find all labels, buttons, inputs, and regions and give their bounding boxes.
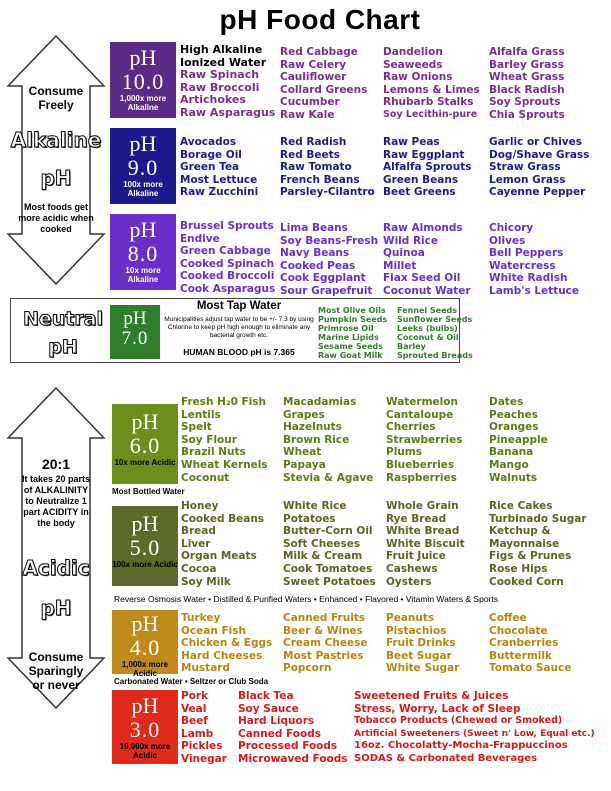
ph3-box (112, 690, 178, 764)
list-item: Rye Bread (386, 512, 447, 525)
carbonated-water-note: Carbonated Water • Seltzer or Club Soda (114, 677, 269, 686)
list-item: French Beans (280, 173, 360, 186)
list-item: Pistachios (386, 624, 447, 637)
list-item: Watercress (489, 259, 556, 272)
list-item: Sprouted Breads (397, 351, 473, 360)
list-item: Sour Grapefruit (280, 284, 373, 297)
list-item: Blueberries (386, 458, 455, 471)
list-item: Pumpkin Seeds (318, 315, 388, 324)
ph4-col1 (181, 612, 272, 675)
ph10-box (110, 42, 176, 118)
list-item: Buttermilk (489, 649, 552, 662)
list-item: Raw Almonds (383, 222, 463, 234)
alkaline-word: Alkaline (10, 128, 102, 152)
list-item: Cherries (386, 421, 436, 434)
list-item: Rice Cakes (489, 500, 553, 512)
list-item: Wheat Grass (489, 71, 565, 84)
list-item: Processed Foods (238, 740, 338, 753)
list-item: Quinoa (383, 247, 425, 260)
list-item: Vinegar (181, 752, 227, 765)
list-item: Beet Greens (383, 186, 456, 199)
list-item: Sunflower Seeds (397, 315, 473, 324)
consume-freely-label: Consume Freely (28, 84, 84, 112)
ratio-label: 20:1 (41, 456, 71, 472)
ph5-col4 (489, 500, 587, 588)
ph3-col2 (238, 690, 348, 766)
list-item: White Radish (489, 272, 568, 285)
list-item: Lamb (181, 727, 214, 740)
list-item: Barley Grass (489, 58, 564, 71)
list-item: Red Cabbage (280, 46, 358, 58)
ph7-box (110, 305, 160, 359)
list-item: Black Radish (489, 83, 565, 96)
ph9-box (110, 128, 176, 204)
list-item: Green Cabbage (180, 245, 271, 258)
ph4-col4 (489, 612, 571, 675)
list-item: Papaya (283, 458, 326, 471)
list-item: Milk & Cream (283, 550, 363, 563)
list-item: Chicory (489, 222, 534, 234)
ph8-col2 (280, 222, 378, 298)
ph6-box (112, 404, 178, 484)
list-item: Sweet Potatoes (283, 575, 376, 588)
ph9-ph: pH (129, 131, 157, 156)
ph9-col2 (280, 136, 375, 199)
list-item: Most Olive Oils (318, 306, 386, 315)
acidic-ph-word: pH (40, 596, 72, 620)
list-item: Most Lettuce (180, 173, 258, 186)
list-item: Raw Onions (383, 71, 453, 84)
ph6-col1 (181, 396, 268, 484)
list-item: Beer & Wines (283, 624, 363, 637)
list-item: Bread (181, 525, 216, 538)
list-item: Brussel Sprouts (180, 220, 274, 232)
list-item: Endive (180, 232, 220, 245)
ph5-box (112, 506, 178, 586)
list-item: Beef (181, 715, 208, 728)
list-item: Coffee (489, 612, 527, 624)
list-item: Canned Fruits (283, 612, 366, 624)
list-item: Oranges (489, 421, 539, 434)
list-item: Sesame Seeds (318, 342, 383, 351)
up-arrow-icon (6, 34, 106, 286)
ph10-sub: 1,000x more Alkaline (119, 94, 167, 112)
ph9-col3 (383, 136, 472, 199)
list-item: Seaweeds (383, 58, 443, 71)
list-item: Sweetened Fruits & Juices (354, 690, 509, 702)
list-item: Raw Spinach (180, 68, 260, 82)
list-item: Hard Liquors (238, 715, 315, 728)
ph6-col2 (283, 396, 373, 484)
list-item: Turkey (181, 612, 221, 624)
list-item: Lemons & Limes (383, 83, 480, 96)
list-item: Rhubarb Stalks (383, 96, 474, 109)
ph5-ph: pH (131, 511, 159, 536)
list-item: Green Tea (180, 161, 240, 174)
ph10-ph: pH (129, 45, 157, 70)
list-item: Artificial Sweeteners (Sweet n' Low, Equal etc.) (354, 728, 595, 739)
list-item: Fennel Seeds (397, 306, 458, 315)
list-item: White Biscuit (386, 537, 465, 550)
list-item: Honey (181, 500, 219, 512)
ph5-col1 (181, 500, 264, 588)
list-item: Straw Grass (489, 161, 561, 174)
list-item: Cashews (386, 562, 438, 575)
page-title: pH Food Chart (219, 4, 421, 35)
ph10-col4 (489, 46, 565, 122)
list-item: Mayonnaise (489, 537, 560, 550)
ph6-col4 (489, 396, 548, 484)
list-item: Liver (181, 537, 211, 550)
list-item: Cantaloupe (386, 408, 454, 421)
list-item: Raw Tomato (280, 161, 352, 174)
list-item: Cooked Broccoli (180, 270, 275, 283)
list-item: Cook Eggplant (280, 272, 366, 285)
ph8-col3 (383, 222, 471, 298)
list-item: Millet (383, 259, 417, 272)
list-item: Ketchup & (489, 525, 551, 538)
list-item: Coconut Water (383, 284, 471, 297)
list-item: Raw Eggplant (383, 148, 465, 161)
list-item: Stress, Worry, Lack of Sleep (354, 702, 521, 715)
tap-water-desc: Municipalities adjust tap water to be +/- 7.3 by using Chlorine to keep pH high enough to eliminate any bacterial growth etc. (164, 316, 314, 339)
list-item: Artichokes (180, 93, 246, 107)
list-item: Veal (181, 702, 207, 715)
ph3-ph: pH (131, 693, 159, 718)
list-item: Rose Hips (489, 562, 548, 575)
list-item: Macadamias (283, 396, 357, 408)
list-item: Fresh H₂0 Fish (181, 396, 267, 408)
list-item: Raw Peas (383, 136, 440, 148)
list-item: Stevia & Agave (283, 471, 374, 484)
ph4-ph: pH (131, 611, 159, 636)
list-item: Chocolate (489, 624, 548, 637)
list-item: White Sugar (386, 662, 460, 675)
list-item: Wheat Kernels (181, 458, 268, 471)
list-item: Pineapple (489, 433, 548, 446)
list-item: Potatoes (283, 512, 336, 525)
consume-sparingly-label: Consume Sparingly or never (28, 650, 84, 692)
list-item: Hard Cheeses (181, 649, 263, 662)
list-item: Dates (489, 396, 524, 408)
neutral-ph-word: pH (48, 336, 78, 358)
ph10-col2 (280, 46, 367, 122)
ph6-sub: 10x more Acidic (114, 458, 176, 467)
blood-ph-note: HUMAN BLOOD pH is 7.365 (183, 347, 295, 357)
list-item: Soy Sprouts (489, 96, 561, 109)
list-item: Fruit Drinks (386, 637, 456, 650)
list-item: Grapes (283, 408, 325, 421)
list-item: Watermelon (386, 396, 458, 408)
list-item: Wild Rice (383, 234, 438, 247)
list-item: Raw Celery (280, 58, 347, 71)
list-item: Organ Meats (181, 550, 257, 563)
list-item: Cooked Corn (489, 575, 564, 588)
list-item: Black Tea (238, 690, 294, 702)
list-item: Bell Peppers (489, 247, 564, 260)
ph6-col3 (386, 396, 463, 484)
list-item: Soy Beans-Fresh (280, 234, 379, 247)
list-item: Coconut (181, 471, 230, 484)
list-item: Pork (181, 690, 209, 702)
list-item: Ionized Water (180, 55, 267, 69)
bottled-water-note: Most Bottled Water (112, 487, 185, 496)
list-item: High Alkaline (180, 43, 263, 56)
list-item: Chicken & Eggs (181, 637, 273, 650)
list-item: Parsley-Cilantro (280, 186, 375, 199)
list-item: Soy Lecithin-pure (383, 108, 478, 120)
ph8-number: 8.0 (127, 241, 159, 266)
list-item: Cook Asparagus (180, 282, 276, 295)
list-item: Pickles (181, 740, 223, 753)
list-item: Chia Sprouts (489, 108, 565, 121)
list-item: Brown Rice (283, 433, 350, 446)
list-item: Cooked Beans (181, 512, 265, 525)
list-item: Mustard (181, 662, 230, 675)
list-item: Oysters (386, 575, 432, 588)
ph5-sub: 100x more Acidic (112, 560, 178, 569)
ph7-col1 (318, 306, 387, 360)
list-item: Fruit Juice (386, 550, 446, 563)
ph7-col2 (397, 306, 473, 360)
list-item: Figs & Prunes (489, 550, 572, 563)
ph6-number: 6.0 (129, 433, 161, 458)
list-item: Cook Tomatoes (283, 562, 373, 575)
list-item: Cauliflower (280, 71, 347, 84)
list-item: Soft Cheeses (283, 537, 361, 550)
ph5-col3 (386, 500, 465, 588)
list-item: Mango (489, 458, 529, 471)
list-item: Lentils (181, 408, 221, 421)
ph8-box (110, 214, 176, 290)
list-item: Tomato Sauce (489, 662, 572, 675)
ph10-col3 (383, 46, 480, 122)
list-item: Cooked Spinach (180, 257, 275, 270)
list-item: Alfalfa Grass (489, 46, 565, 58)
list-item: Popcorn (283, 662, 332, 675)
ph3-col1 (181, 690, 227, 766)
ph3-number: 3.0 (129, 717, 161, 742)
list-item: Cooked Peas (280, 259, 356, 272)
ph7-number: 7.0 (121, 328, 149, 349)
acidic-word: Acidic (22, 556, 90, 580)
cooked-note: Most foods get more acidic when cooked (18, 202, 94, 234)
list-item: Primrose Oil (318, 324, 374, 333)
list-item: Raw Broccoli (180, 80, 260, 94)
list-item: SODAS & Carbonated Beverages (354, 752, 538, 764)
list-item: Peaches (489, 408, 538, 421)
list-item: Cranberries (489, 637, 559, 650)
list-item: Olives (489, 234, 526, 247)
list-item: Banana (489, 446, 534, 459)
neutral-word: Neutral (22, 308, 104, 330)
list-item: Soy Sauce (238, 702, 299, 715)
list-item: Marine Lipids (318, 333, 379, 342)
list-item: Butter-Corn Oil (283, 525, 373, 538)
ph8-col1 (180, 220, 275, 296)
list-item: Peanuts (386, 612, 435, 624)
list-item: White Bread (386, 525, 460, 538)
ph3-sub: 10,000x more Acidic (119, 742, 171, 760)
list-item: Flax Seed Oil (383, 272, 461, 285)
list-item: Raw Kale (280, 108, 335, 121)
list-item: Strawberries (386, 433, 463, 446)
list-item: Microwaved Foods (238, 752, 348, 765)
list-item: Green Beans (383, 173, 459, 186)
ph10-number: 10.0 (121, 69, 165, 94)
list-item: Alfalfa Sprouts (383, 161, 472, 174)
ph3-col3 (354, 690, 595, 766)
ph4-number: 4.0 (129, 635, 161, 660)
list-item: Cocoa (181, 562, 217, 575)
list-item: Coconut & Oil (397, 333, 459, 342)
list-item: Navy Beans (280, 247, 350, 260)
list-item: Raw Asparagus (180, 105, 276, 119)
list-item: Raw Zucchini (180, 186, 259, 199)
list-item: Brazil Nuts (181, 446, 246, 459)
ph8-ph: pH (129, 217, 157, 242)
list-item: Cayenne Pepper (489, 186, 586, 199)
ph9-number: 9.0 (127, 155, 159, 180)
list-item: Cream Cheese (283, 637, 368, 650)
ph5-col2 (283, 500, 376, 588)
list-item: Ocean Fish (181, 624, 246, 637)
ph4-box (112, 610, 178, 678)
list-item: Wheat (283, 446, 322, 459)
list-item: Barley (397, 342, 426, 351)
list-item: Spelt (181, 421, 212, 434)
ph4-sub: 1,000x more Acidic (121, 660, 169, 678)
list-item: 16oz. Chocolatty-Mocha-Frappuccinos (354, 740, 568, 752)
list-item: Turbinado Sugar (489, 512, 587, 525)
ph10-col1 (180, 44, 275, 120)
ph4-col2 (283, 612, 367, 675)
list-item: Borage Oil (180, 148, 242, 161)
list-item: Tobacco Products (Chewed or Smoked) (354, 715, 563, 727)
list-item: White Rice (283, 500, 347, 512)
list-item: Raspberries (386, 471, 457, 484)
tap-water-header: Most Tap Water (196, 300, 282, 312)
list-item: Most Pastries (283, 649, 364, 662)
ph6-ph: pH (131, 409, 159, 434)
list-item: Soy Flour (181, 433, 237, 446)
ph9-sub: 100x more Alkaline (123, 180, 163, 198)
ph9-col4 (489, 136, 589, 199)
ph5-number: 5.0 (129, 535, 161, 560)
list-item: Soy Milk (181, 575, 231, 588)
list-item: Cucumber (280, 96, 340, 109)
list-item: Whole Grain (386, 500, 459, 512)
list-item: Red Beets (280, 148, 340, 161)
ph8-sub: 10x more Alkaline (125, 266, 161, 284)
ph7-ph: pH (123, 308, 147, 329)
ph8-col4 (489, 222, 579, 298)
list-item: Canned Foods (238, 727, 321, 740)
list-item: Dandelion (383, 46, 443, 58)
list-item: Hazelnuts (283, 421, 342, 434)
list-item: Avocados (180, 136, 237, 148)
reverse-osmosis-note: Reverse Osmosis Water • Distilled & Purified Waters • Enhanced • Flavored • Vitamin Waters & Sports (114, 594, 498, 604)
list-item: Dog/Shave Grass (489, 148, 590, 161)
list-item: Leeks (bulbs) (397, 324, 458, 333)
list-item: Raw Goat Milk (318, 351, 383, 360)
list-item: Lemon Grass (489, 173, 566, 186)
list-item: Garlic or Chives (489, 136, 583, 148)
list-item: Lamb's Lettuce (489, 284, 580, 297)
ph4-col3 (386, 612, 459, 675)
ratio-note: It takes 20 parts of ALKALINITY to Neutralize 1 part ACIDITY in the body (21, 474, 91, 528)
list-item: Walnuts (489, 471, 538, 484)
list-item: Plums (386, 446, 422, 459)
list-item: Red Radish (280, 136, 347, 148)
list-item: Beet Sugar (386, 649, 452, 662)
list-item: Lima Beans (280, 222, 348, 234)
list-item: Collard Greens (280, 83, 368, 96)
ph9-col1 (180, 136, 258, 199)
alkaline-ph-word: pH (40, 166, 72, 190)
